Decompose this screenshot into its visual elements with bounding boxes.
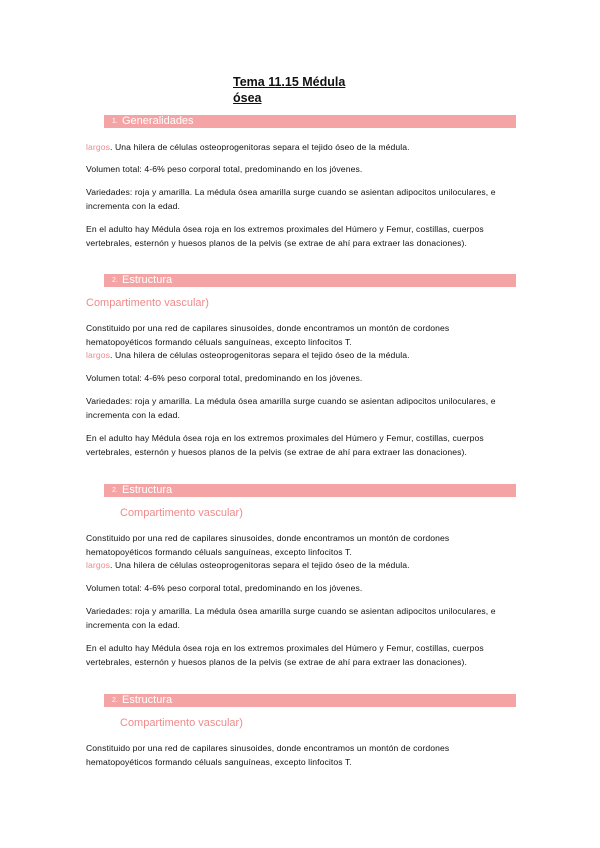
paragraph — [86, 558, 516, 572]
paragraph: Constituido por una red de capilares sinusoides, donde encontramos un montón de cordones hematopoyéticos formando céluals sanguíneas, excepto linfocitos T. — [86, 533, 450, 557]
highlighted-word: largos — [86, 560, 111, 570]
subheading: Compartimento vascular) — [120, 717, 243, 729]
subheading: Compartimento vascular) — [120, 507, 243, 519]
paragraph: Variedades: roja y amarilla. La médula ósea amarilla surge cuando se asientan adipocitos uniloculares, e incrementa con la edad. — [86, 606, 496, 630]
title-line-1: Tema 11.15 Médula — [233, 75, 346, 89]
paragraph: En el adulto hay Médula ósea roja en los extremos proximales del Húmero y Femur, costillas, cuerpos vertebrales, esternón y huesos planos de la pelvis (se extrae de ahí para extraer las donaciones). — [86, 224, 484, 248]
paragraph-text: . Una hilera de células osteoprogenitoras separa el tejido óseo de la médula. — [110, 142, 410, 152]
paragraph — [86, 140, 516, 154]
highlighted-word: largos — [86, 142, 111, 152]
title-line-2: ósea — [233, 91, 262, 105]
paragraph: En el adulto hay Médula ósea roja en los extremos proximales del Húmero y Femur, costillas, cuerpos vertebrales, esternón y huesos planos de la pelvis (se extrae de ahí para extraer las donaciones). — [86, 643, 484, 667]
section-number: 2. — [112, 487, 118, 494]
paragraph — [86, 348, 516, 362]
section-heading-estructura — [104, 694, 516, 707]
section-number: 1. — [112, 118, 118, 125]
paragraph-text: . Una hilera de células osteoprogenitoras separa el tejido óseo de la médula. — [110, 560, 410, 570]
paragraph: Volumen total: 4-6% peso corporal total, predominando en los jóvenes. — [86, 583, 363, 593]
paragraph: En el adulto hay Médula ósea roja en los extremos proximales del Húmero y Femur, costillas, cuerpos vertebrales, esternón y huesos planos de la pelvis (se extrae de ahí para extraer las donaciones). — [86, 433, 484, 457]
paragraph-text: . Una hilera de células osteoprogenitoras separa el tejido óseo de la médula. — [110, 350, 410, 360]
page-title — [233, 74, 345, 106]
section-number: 2. — [112, 277, 118, 284]
paragraph: Volumen total: 4-6% peso corporal total, predominando en los jóvenes. — [86, 373, 363, 383]
subheading: Compartimento vascular) — [86, 297, 209, 309]
section-label: Generalidades — [122, 115, 194, 127]
section-number: 2. — [112, 697, 118, 704]
highlighted-word: largos — [86, 350, 111, 360]
section-heading-estructura — [104, 274, 516, 287]
paragraph: Variedades: roja y amarilla. La médula ósea amarilla surge cuando se asientan adipocitos uniloculares, e incrementa con la edad. — [86, 187, 496, 211]
paragraph: Volumen total: 4-6% peso corporal total, predominando en los jóvenes. — [86, 164, 363, 174]
paragraph: Constituido por una red de capilares sinusoides, donde encontramos un montón de cordones hematopoyéticos formando céluals sanguíneas, excepto linfocitos T. — [86, 743, 450, 767]
section-heading-estructura — [104, 484, 516, 497]
section-label: Estructura — [122, 274, 173, 286]
paragraph: Constituido por una red de capilares sinusoides, donde encontramos un montón de cordones hematopoyéticos formando céluals sanguíneas, excepto linfocitos T. — [86, 323, 450, 347]
section-heading-generalidades — [104, 115, 516, 128]
section-label: Estructura — [122, 694, 173, 706]
section-label: Estructura — [122, 484, 173, 496]
paragraph: Variedades: roja y amarilla. La médula ósea amarilla surge cuando se asientan adipocitos uniloculares, e incrementa con la edad. — [86, 396, 496, 420]
